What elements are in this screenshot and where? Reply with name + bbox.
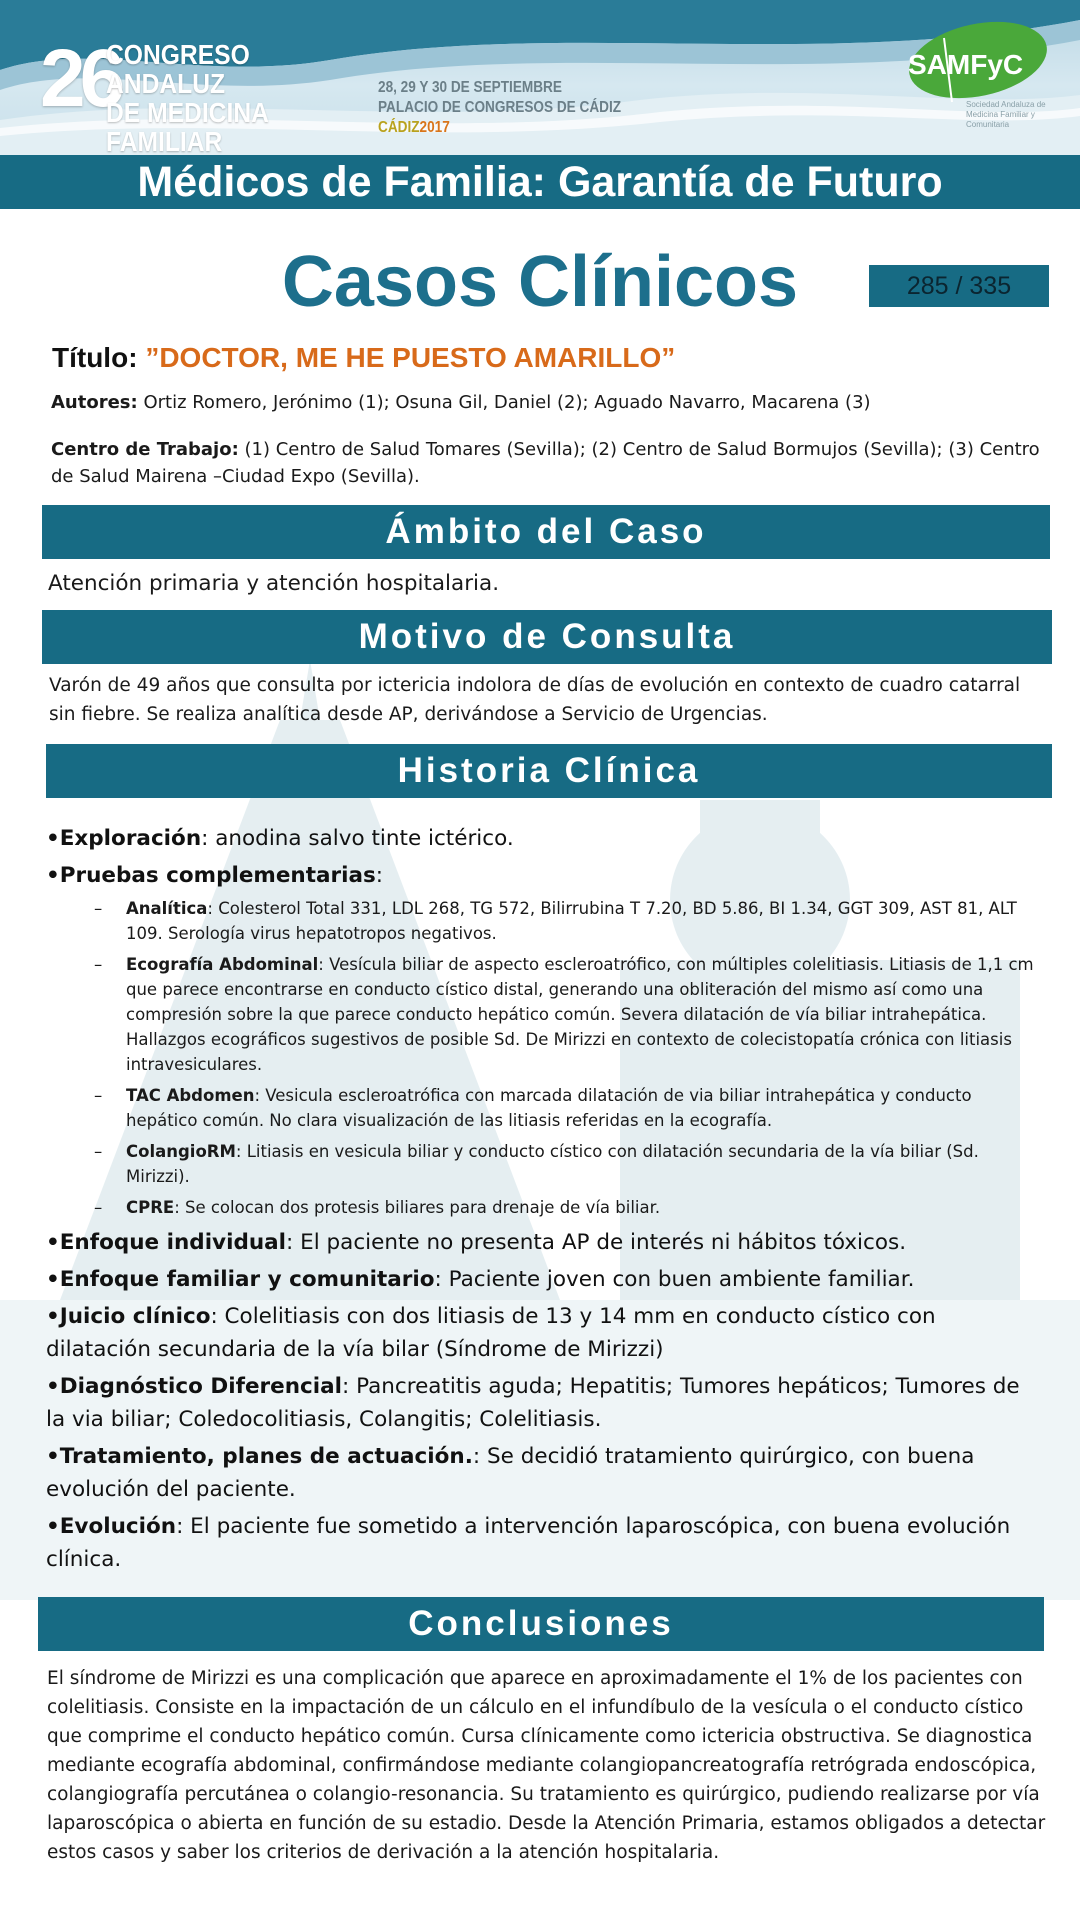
congress-city-year [378, 118, 621, 138]
congress-title-line: CONGRESO ANDALUZ [106, 39, 250, 99]
item-label: •Exploración [46, 826, 202, 851]
congress-number: 26 [40, 33, 120, 124]
item-text: : Pancreatitis aguda; Hepatitis; Tumores hepáticos; Tumores de la via biliar; Coledocolitiasis, Colangitis; Colelitiasis. [46, 1374, 1020, 1432]
list-item [46, 1510, 1036, 1576]
sub-item-label: Ecografía Abdominal [126, 955, 319, 974]
section-motivo-heading: Motivo de Consulta [42, 610, 1052, 664]
section-historia-heading: Historia Clínica [46, 744, 1052, 798]
list-item [46, 1440, 1036, 1506]
item-text: : [375, 863, 384, 888]
authors-label: Autores: [51, 392, 138, 413]
item-label: •Juicio clínico [46, 1304, 211, 1329]
sub-item-text: : Vesicula escleroatrófica con marcada dilatación de via biliar intrahepática y conducto hepático común. No clara visualización de las litiasis referidas en la ecografía. [126, 1086, 972, 1130]
congress-header [0, 0, 1080, 155]
sub-item-label: Analítica [126, 899, 208, 918]
item-label: •Evolución [46, 1514, 177, 1539]
case-title [52, 338, 1052, 378]
congress-year: 2017 [419, 119, 450, 136]
congress-city: CÁDIZ [378, 119, 420, 136]
congress-dates: 28, 29 Y 30 DE SEPTIEMBRE [378, 79, 562, 96]
sub-item-text: : Vesícula biliar de aspecto escleroatrófico, con múltiples colelitiasis. Litiasis de 1,1 cm que parece encontrarse en conducto cístico distal, generando una obliteración del mismo así como una compresión sobre la que parece conducto hepático común. Severa dilatación de vía biliar intrahepática. Hallazgos ecográficos sugestivos de posible Sd. De Mirizzi en contexto de colecistopatía crónica con litiasis intravesiculares. [126, 955, 1034, 1074]
authors-text: Ortiz Romero, Jerónimo (1); Osuna Gil, Daniel (2); Aguado Navarro, Macarena (3) [137, 392, 871, 413]
page-counter-badge: 285 / 335 [869, 265, 1049, 307]
dash-bullet: – [94, 1086, 103, 1105]
section-conclusiones-text: El síndrome de Mirizzi es una complicación que aparece en aproximadamente el 1% de los pacientes con colelitiasis. Consiste en la impactación de un cálculo en el infundíbulo de la vesícula o el conducto cístico que comprime el conducto hepático común. Cursa clínicamente como ictericia obstructiva. Se diagnostica mediante ecografía abdominal, confirmándose mediante colangiopancreatografía retrógrada endoscópica, colangiografía percutánea o colangio-resonancia. Su tratamiento es quirúrgico, pudiendo realizarse por vía laparoscópica o abierta en función de su estadio. Desde la Atención Primaria, estamos obligados a detectar estos casos y saber los criterios de derivación a la atención hospitalaria. [47, 1668, 1046, 1863]
authors [51, 389, 1051, 416]
dash-bullet: – [94, 1198, 103, 1217]
sub-item-label: ColangioRM [126, 1142, 236, 1161]
item-label: •Tratamiento, planes de actuación. [46, 1444, 473, 1469]
section-ambito-text: Atención primaria y atención hospitalaria. [48, 571, 500, 596]
item-text: : Se decidió tratamiento quirúrgico, con buena evolución del paciente. [46, 1444, 975, 1502]
section-ambito-heading: Ámbito del Caso [42, 505, 1050, 559]
section-conclusiones-heading: Conclusiones [38, 1597, 1044, 1651]
slogan-text: Médicos de Familia: Garantía de Futuro [137, 158, 943, 206]
work-center-text: (1) Centro de Salud Tomares (Sevilla); (2) Centro de Salud Bormujos (Sevilla); (3) Centro de Salud Mairena –Ciudad Expo (Sevilla). [51, 439, 1040, 487]
sub-item-text: : Litiasis en vesicula biliar y conducto cístico con dilatación secundaria de la vía biliar (Sd. Mirizzi). [126, 1142, 979, 1186]
item-text: : anodina salvo tinte ictérico. [201, 826, 514, 851]
sub-item-text: : Se colocan dos protesis biliares para drenaje de vía biliar. [174, 1198, 661, 1217]
congress-details [378, 78, 621, 138]
sub-list-item [46, 952, 1036, 1077]
section-motivo-text: Varón de 49 años que consulta por ictericia indolora de días de evolución en contexto de cuadro catarral sin fiebre. Se realiza analítica desde AP, derivándose a Servicio de Urgencias. [49, 675, 1021, 725]
sub-item-text: : Colesterol Total 331, LDL 268, TG 572, Bilirrubina T 7.20, BD 5.86, BI 1.34, GGT 309, AST 81, ALT 109. Serología virus hepatotropos negativos. [126, 899, 1017, 943]
item-text: : Paciente joven con buen ambiente familiar. [434, 1267, 915, 1292]
congress-title [106, 40, 335, 155]
samfyc-logo-icon [900, 20, 1048, 104]
historia-clinica-list [46, 822, 1036, 1580]
case-title-label: Título: [52, 342, 138, 373]
congress-title-line: DE MEDICINA FAMILIAR [106, 97, 268, 155]
main-title: Casos Clínicos [281, 242, 799, 322]
item-label: •Diagnóstico Diferencial [46, 1374, 343, 1399]
item-label: •Enfoque individual [46, 1230, 287, 1255]
item-label: •Enfoque familiar y comunitario [46, 1267, 435, 1292]
item-text: : El paciente fue sometido a intervención laparoscópica, con buena evolución clínica. [46, 1514, 1011, 1572]
logo-subtitle: Sociedad Andaluza de Medicina Familiar y Comunitaria [966, 100, 1046, 129]
list-item [46, 1370, 1036, 1436]
work-center [51, 436, 1051, 490]
list-item [46, 859, 1036, 892]
item-label: •Pruebas complementarias [46, 863, 376, 888]
work-center-label: Centro de Trabajo: [51, 439, 239, 460]
sub-list-item [46, 896, 1036, 946]
sub-item-label: TAC Abdomen [126, 1086, 255, 1105]
list-item [46, 1226, 1036, 1259]
dash-bullet: – [94, 899, 103, 918]
sub-item-label: CPRE [126, 1198, 175, 1217]
sub-list-item [46, 1139, 1036, 1189]
list-item [46, 1300, 1036, 1366]
item-text: : Colelitiasis con dos litiasis de 13 y 14 mm en conducto cístico con dilatación secundaria de la vía bilar (Síndrome de Mirizzi) [46, 1304, 936, 1362]
dash-bullet: – [94, 955, 103, 974]
sub-list-item [46, 1195, 1036, 1220]
item-text: : El paciente no presenta AP de interés ni hábitos tóxicos. [286, 1230, 907, 1255]
sub-list-item [46, 1083, 1036, 1133]
logo-text: SAMFyC [908, 49, 1024, 80]
case-title-text: ”DOCTOR, ME HE PUESTO AMARILLO” [145, 342, 676, 373]
dash-bullet: – [94, 1142, 103, 1161]
congress-venue: PALACIO DE CONGRESOS DE CÁDIZ [378, 99, 622, 116]
list-item [46, 822, 1036, 855]
list-item [46, 1263, 1036, 1296]
